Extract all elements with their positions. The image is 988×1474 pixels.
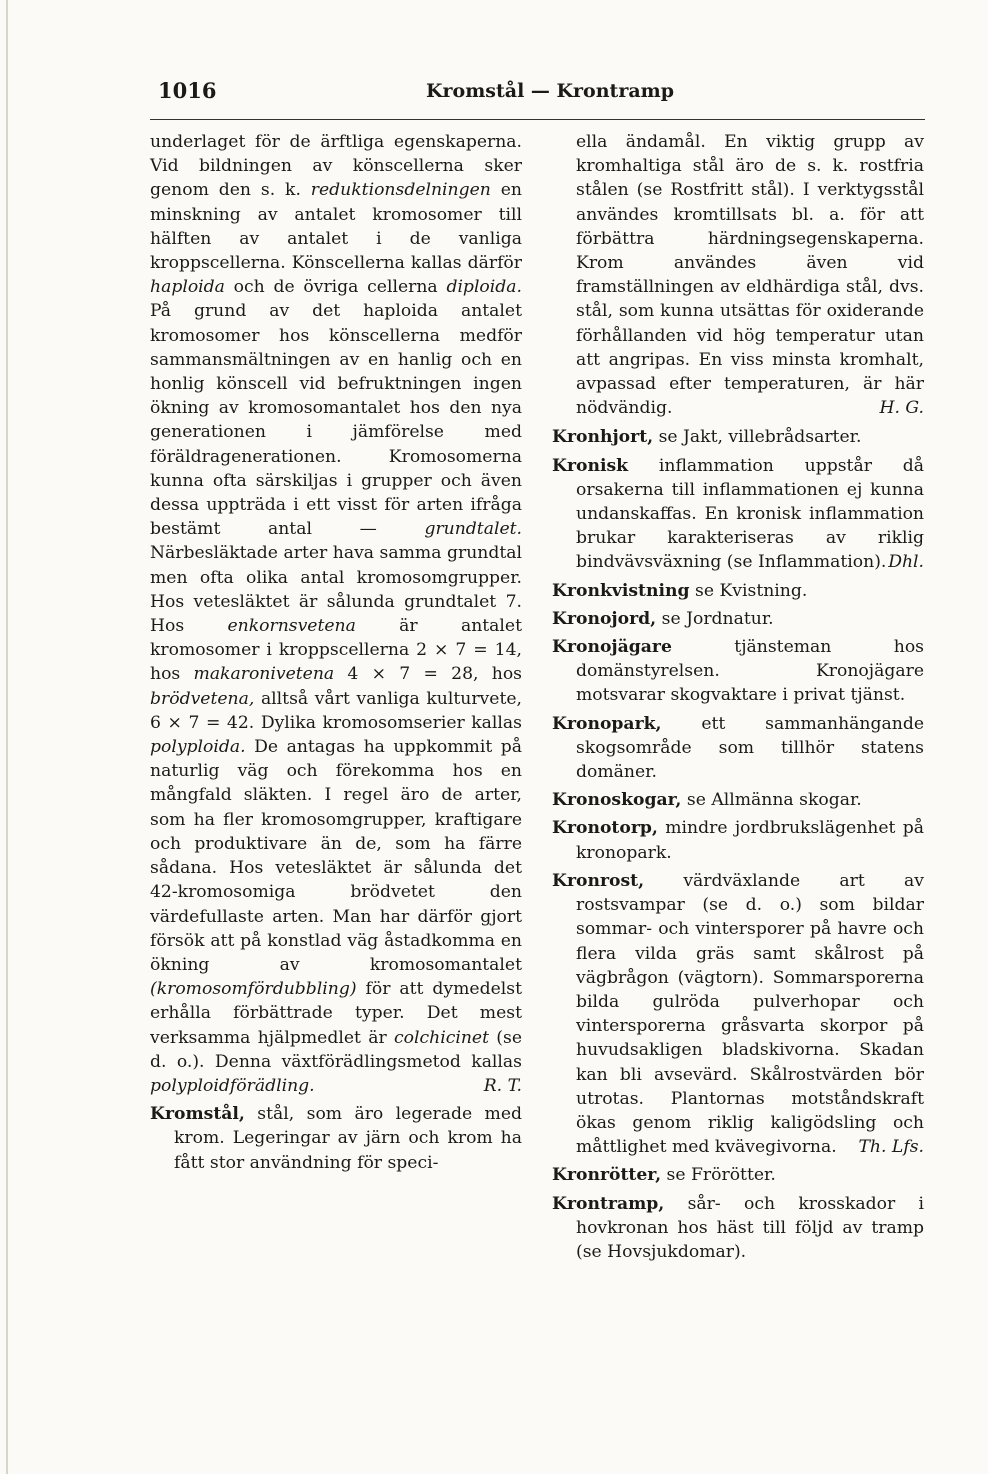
page-header: [150, 78, 925, 108]
headword: Kronrötter,: [552, 1165, 662, 1186]
headword: Kronisk: [552, 455, 629, 476]
headword: Kronrost,: [552, 870, 645, 891]
author-signature: Th. Lfs.: [858, 1137, 924, 1158]
headword: Kronojägare: [552, 637, 672, 658]
entry-kronrost: Kronrost, värdväxlande art av rostsvampar (se d. o.) som bildar sommar- och vintersporer på havre och flera vilda gräs samt skålrost på vägbrågon (vägtorn). Sommarsporerna bilda gulröda pulverhopar och vintersporerna gråsvarta skorpor på huvudsakligen bladskivorna. Skadan kan bli avsevärd. Skålrostvärden bör utrotas. Plantornas motståndskraft ökas genom riklig kaligödsling och måttlighet med kvävegivorna. Th. Lfs.: [552, 869, 924, 1159]
author-signature: Dhl.: [888, 552, 924, 573]
entry-kronoskogar: Kronoskogar, se Allmänna skogar.: [552, 790, 862, 811]
author-signature: H. G.: [879, 398, 924, 419]
headword: Krontramp,: [552, 1193, 665, 1214]
headword: Kronopark,: [552, 713, 662, 734]
headword: Kronkvistning: [552, 580, 690, 601]
entry-kronopark: Kronopark, ett sammanhängande skogsområde som tillhör statens domäner.: [552, 713, 924, 783]
entry-kronojagare: Kronojägare tjänsteman hos domänstyrelsen. Kronojägare motsvarar skogvaktare i privat tjänst.: [552, 637, 924, 706]
page-number: 1016: [158, 78, 217, 103]
headword: Kronoskogar,: [552, 790, 682, 811]
entry-kronrotter: Kronrötter, se Frörötter.: [552, 1165, 776, 1186]
entry-kronojord: Kronojord, se Jordnatur.: [552, 608, 774, 629]
entry-kromstal: Kromstål, stål, som äro legerade med krom. Legeringar av järn och krom ha fått stor användning för speci-: [150, 1104, 522, 1173]
right-column: [552, 130, 924, 1268]
headword: Kronojord,: [552, 608, 657, 629]
running-title: Kromstål — Krontramp: [426, 80, 675, 102]
headword: Kromstål,: [150, 1104, 245, 1125]
entry-kronkvistning: Kronkvistning se Kvistning.: [552, 580, 808, 601]
page-edge: [6, 0, 8, 1474]
entry-continuation-kromstal: ella ändamål. En viktig grupp av kromhaltiga stål äro de s. k. rostfria stålen (se Rostfritt stål). I verktygsstål användes kromtillsats bl. a. för att förbättra härdningsegenskaperna. Krom användes även vid framställningen av eldhärdiga stål, dvs. stål, som kunna utsättas för oxiderande förhållanden vid hög temperatur utan att angripas. En viss minsta kromhalt, avpassad efter temperaturen, är här nödvändig. H. G.: [552, 130, 924, 420]
header-rule: [150, 119, 925, 120]
entry-continuation-kromosom: underlaget för de ärftliga egenskaperna. Vid bildningen av könscellerna sker genom den s. k. reduktionsdelningen en minskning av antalet kromosomer till hälften av antalet i de vanliga kroppscellerna. Könscellerna kallas därför haploida och de övriga cellerna diploida. På grund av det haploida antalet kromosomer hos könscellerna medför sammansmältningen av en hanlig och en honlig könscell vid befruktningen ingen ökning av kromosomantalet hos den nya generationen i jämförelse med föräldragenerationen. Kromosomerna kunna ofta särskiljas i grupper och även dessa uppträda i ett visst för arten ifråga bestämt antal — grundtalet. Närbesläktade arter hava samma grundtal men ofta olika antal kromosomgrupper. Hos vetesläktet är sålunda grundtalet 7. Hos enkornsvetena är antalet kromosomer i kroppscellerna 2 × 7 = 14, hos makaronivetena 4 × 7 = 28, hos brödvetena, alltså vårt vanliga kulturvete, 6 × 7 = 42. Dylika kromosomserier kallas polyploida. De antagas ha uppkommit på naturlig väg och förekomma hos en mångfald släkten. I regel äro de arter, som ha fler kromosomgrupper, kraftigare och produktivare än de, som ha färre sådana. Hos vetesläktet är sålunda det 42-kromosomiga brödvetet den värdefullaste arten. Man har därför gjort försök att på konstlad väg åstadkomma en ökning av kromosomantalet (kromosomfördubbling) för att dymedelst erhålla förbättrade typer. Det mest verksamma hjälpmedlet är colchicinet (se d. o.). Denna växtförädlingsmetod kallas polyploidförädling. R. T.: [150, 130, 522, 1098]
headword: Kronhjort,: [552, 427, 654, 448]
left-column: [150, 130, 522, 1179]
entry-kronotorp: Kronotorp, mindre jordbrukslägenhet på kronopark.: [552, 818, 924, 863]
entry-krontramp: Krontramp, sår- och krosskador i hovkronan hos häst till följd av tramp (se Hovsjukdomar).: [552, 1193, 924, 1262]
entry-kronisk: Kronisk inflammation uppstår då orsakerna till inflammationen ej kunna undanskaffas. En kronisk inflammation brukar karakteriseras av riklig bindvävsväxning (se Inflammation). Dhl.: [552, 454, 924, 575]
author-signature: R. T.: [483, 1075, 522, 1096]
headword: Kronotorp,: [552, 818, 658, 839]
entry-kronhjort: Kronhjort, se Jakt, villebrådsarter.: [552, 427, 862, 448]
